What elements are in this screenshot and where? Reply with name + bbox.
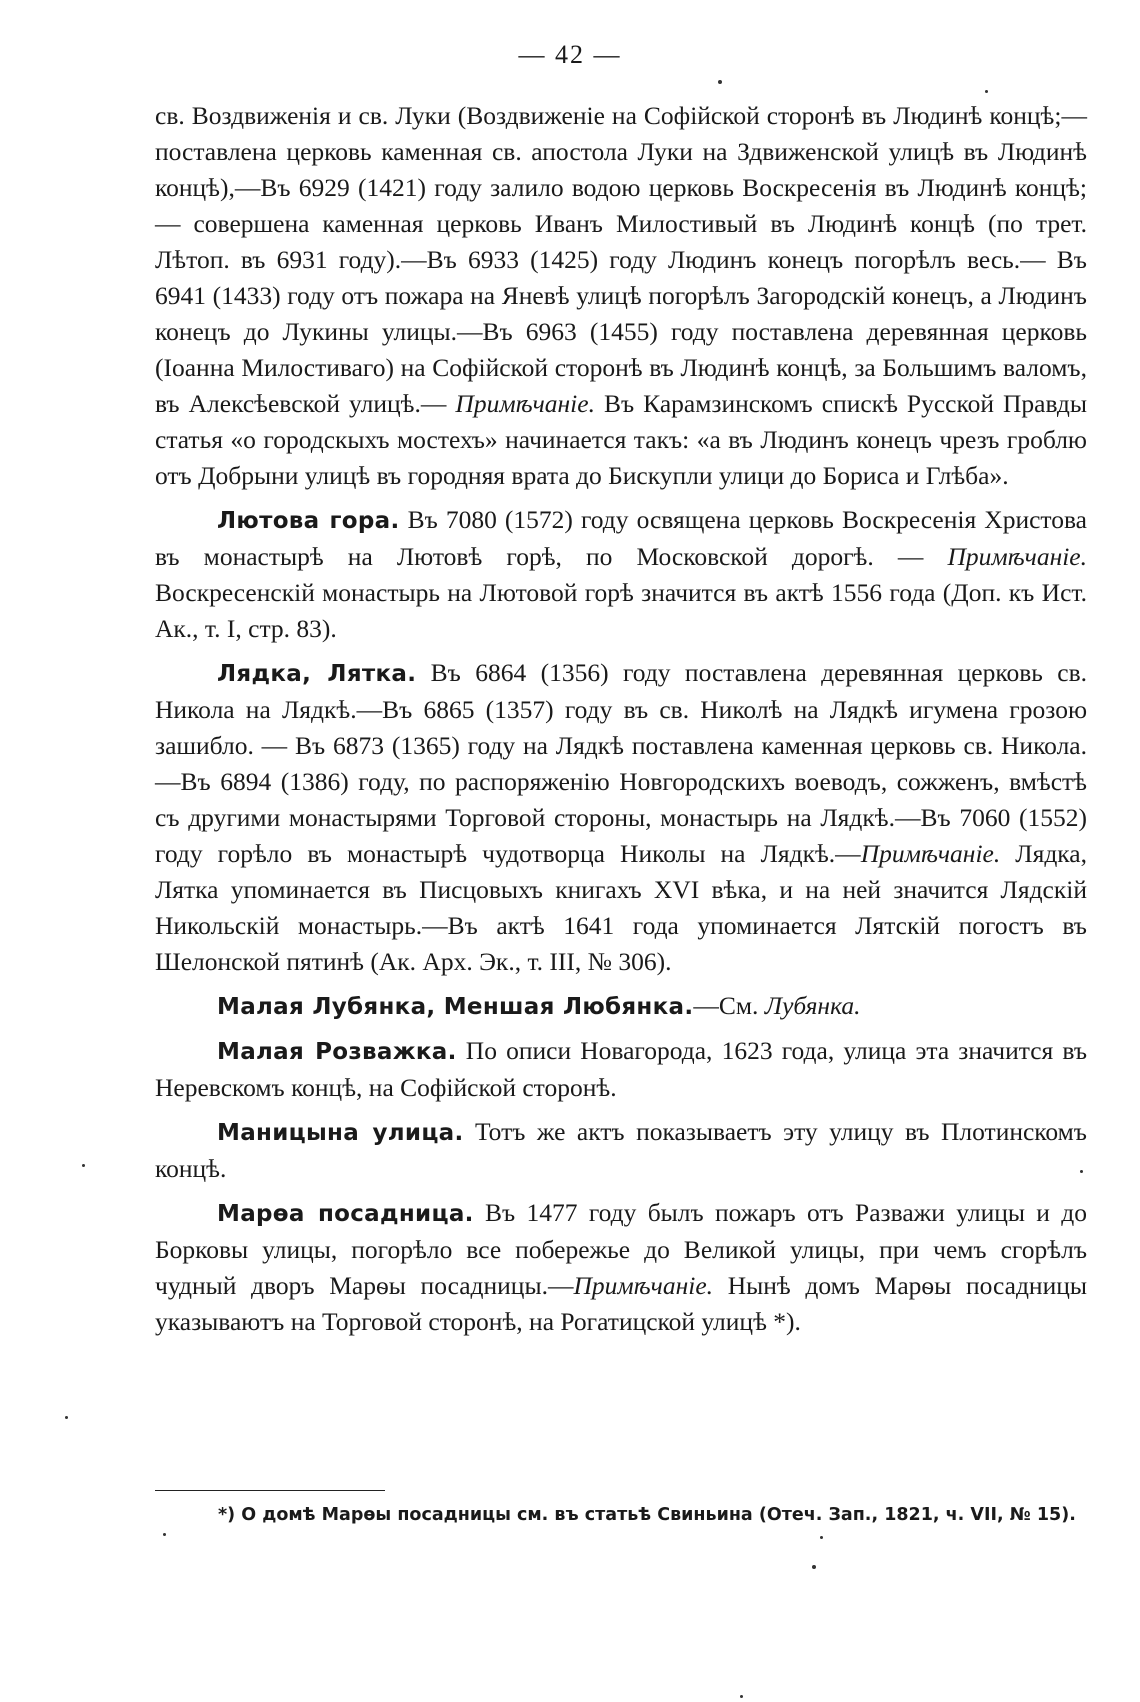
cross-reference: Лубянка. — [764, 991, 861, 1020]
print-speck — [1080, 1170, 1083, 1173]
print-speck — [985, 90, 988, 93]
entry-lyadka — [155, 655, 1087, 980]
entry-malaya-lubyanka — [155, 988, 1087, 1025]
entry-marfa-posadnitsa — [155, 1195, 1087, 1340]
paragraph-text: св. Воздвиженія и св. Луки (Воздвиженіе на Софійской сторонѣ въ Людинѣ концѣ;—поставлена церковь каменная св. апостола Луки на Здвиженской улицѣ въ Людинѣ концѣ),—Въ 6929 (1421) году залило водою церковь Воскресенія въ Людинѣ концѣ; — совершена каменная церковь Иванъ Милостивый въ Людинѣ концѣ (по трет. Лѣтоп. въ 6931 году).—Въ 6933 (1425) году Людинъ конецъ погорѣлъ весь.— Въ 6941 (1433) году отъ пожара на Яневѣ улицѣ погорѣлъ Загородскій конецъ, а Людинъ конецъ до Лукины улицы.—Въ 6963 (1455) году поставлена деревянная церковь (Іоанна Милостиваго) на Софійской сторонѣ въ Людинѣ концѣ, за Большимъ валомъ, въ Алексѣевской улицѣ.— — [155, 101, 1087, 418]
entry-heading: Маницына улица. — [217, 1120, 464, 1146]
body-text — [155, 98, 1087, 1340]
note-label: Примѣчаніе. — [947, 542, 1087, 571]
note-label: Примѣчаніе. — [455, 389, 595, 418]
paragraph-continued — [155, 98, 1087, 494]
print-speck — [65, 1416, 68, 1419]
entry-heading: Марѳа посадница. — [217, 1201, 474, 1227]
page-number: — 42 — — [518, 40, 622, 69]
print-speck — [82, 1164, 85, 1167]
paragraph-text: Въ 6864 (1356) году поставлена деревянная церковь св. Никола на Лядкѣ.—Въ 6865 (1357) году въ св. Николѣ на Лядкѣ игумена грозою зашибло. — Въ 6873 (1365) году на Лядкѣ поставлена каменная церковь св. Никола.—Въ 6894 (1386) году, по распоряженію Новгородскихъ воеводъ, сожженъ, вмѣстѣ съ другими монастырями Торговой стороны, монастырь на Лядкѣ.—Въ 7060 (1552) году горѣло въ монастырѣ чудотворца Николы на Лядкѣ.— — [155, 658, 1087, 868]
entry-lyutova-gora — [155, 502, 1087, 647]
footnote-rule — [155, 1490, 385, 1491]
entry-manitsyna-ulitsa — [155, 1114, 1087, 1187]
note-label: Примѣчаніе. — [573, 1271, 714, 1300]
entry-heading: Лютова гора. — [217, 508, 400, 534]
print-speck — [718, 80, 722, 84]
paragraph-text: По описи Новагорода, 1623 года, улица эта значится въ Неревскомъ концѣ, на Софійской сторонѣ. — [155, 1036, 1088, 1102]
paragraph-text: Въ Карамзинскомъ спискѣ Русской Правды статья «о городскыхъ мостехъ» начинается такъ: «а въ Людинъ конецъ чрезъ гроблю отъ Добрыни улицѣ въ городняя врата до Бискупли улици до Бориса и Глѣба». — [155, 389, 1087, 490]
note-label: Примѣчаніе. — [860, 839, 1001, 868]
entry-heading: Лядка, Лятка. — [217, 661, 417, 687]
paragraph-text: Въ 7080 (1572) году освящена церковь Воскресенія Христова въ монастырѣ на Лютовѣ горѣ, по Московской дорогѣ. — — [155, 505, 1087, 571]
paragraph-text: Нынѣ домъ Марѳы посадницы указываютъ на Торговой сторонѣ, на Рогатицской улицѣ *). — [155, 1271, 1087, 1336]
footnote: *) О домѣ Марѳы посадницы см. въ статьѣ Свиньина (Отеч. Зап., 1821, ч. VII, № 15). — [218, 1505, 1076, 1525]
print-speck — [740, 1695, 743, 1698]
paragraph-text: Лядка, Лятка упоминается въ Писцовыхъ книгахъ XVI вѣка, и на ней значится Лядскій Никольскій монастырь.—Въ актѣ 1641 года упоминается Лятскій погостъ въ Шелонской пятинѣ (Ак. Арх. Эк., т. III, № 306). — [155, 839, 1088, 976]
paragraph-text: Тотъ же актъ показываетъ эту улицу въ Плотинскомъ концѣ. — [155, 1117, 1087, 1183]
paragraph-text: Воскресенскій монастырь на Лютовой горѣ значится въ актѣ 1556 года (Доп. къ Ист. Ак., т. I, стр. 83). — [155, 578, 1087, 643]
print-speck — [163, 1533, 166, 1536]
entry-malaya-rozvazhka — [155, 1033, 1087, 1106]
paragraph-text: Въ 1477 году былъ пожаръ отъ Разважи улицы и до Борковы улицы, погорѣло все побережье до Великой улицы, при чемъ сгорѣлъ чудный дворъ Марѳы посадницы.— — [155, 1198, 1087, 1300]
entry-heading: Малая Лубянка, Меншая Любянка. — [217, 994, 694, 1020]
print-speck — [812, 1565, 816, 1569]
paragraph-text: —См. — [693, 991, 765, 1020]
entry-heading: Малая Розважка. — [217, 1039, 457, 1065]
print-speck — [820, 1536, 823, 1539]
